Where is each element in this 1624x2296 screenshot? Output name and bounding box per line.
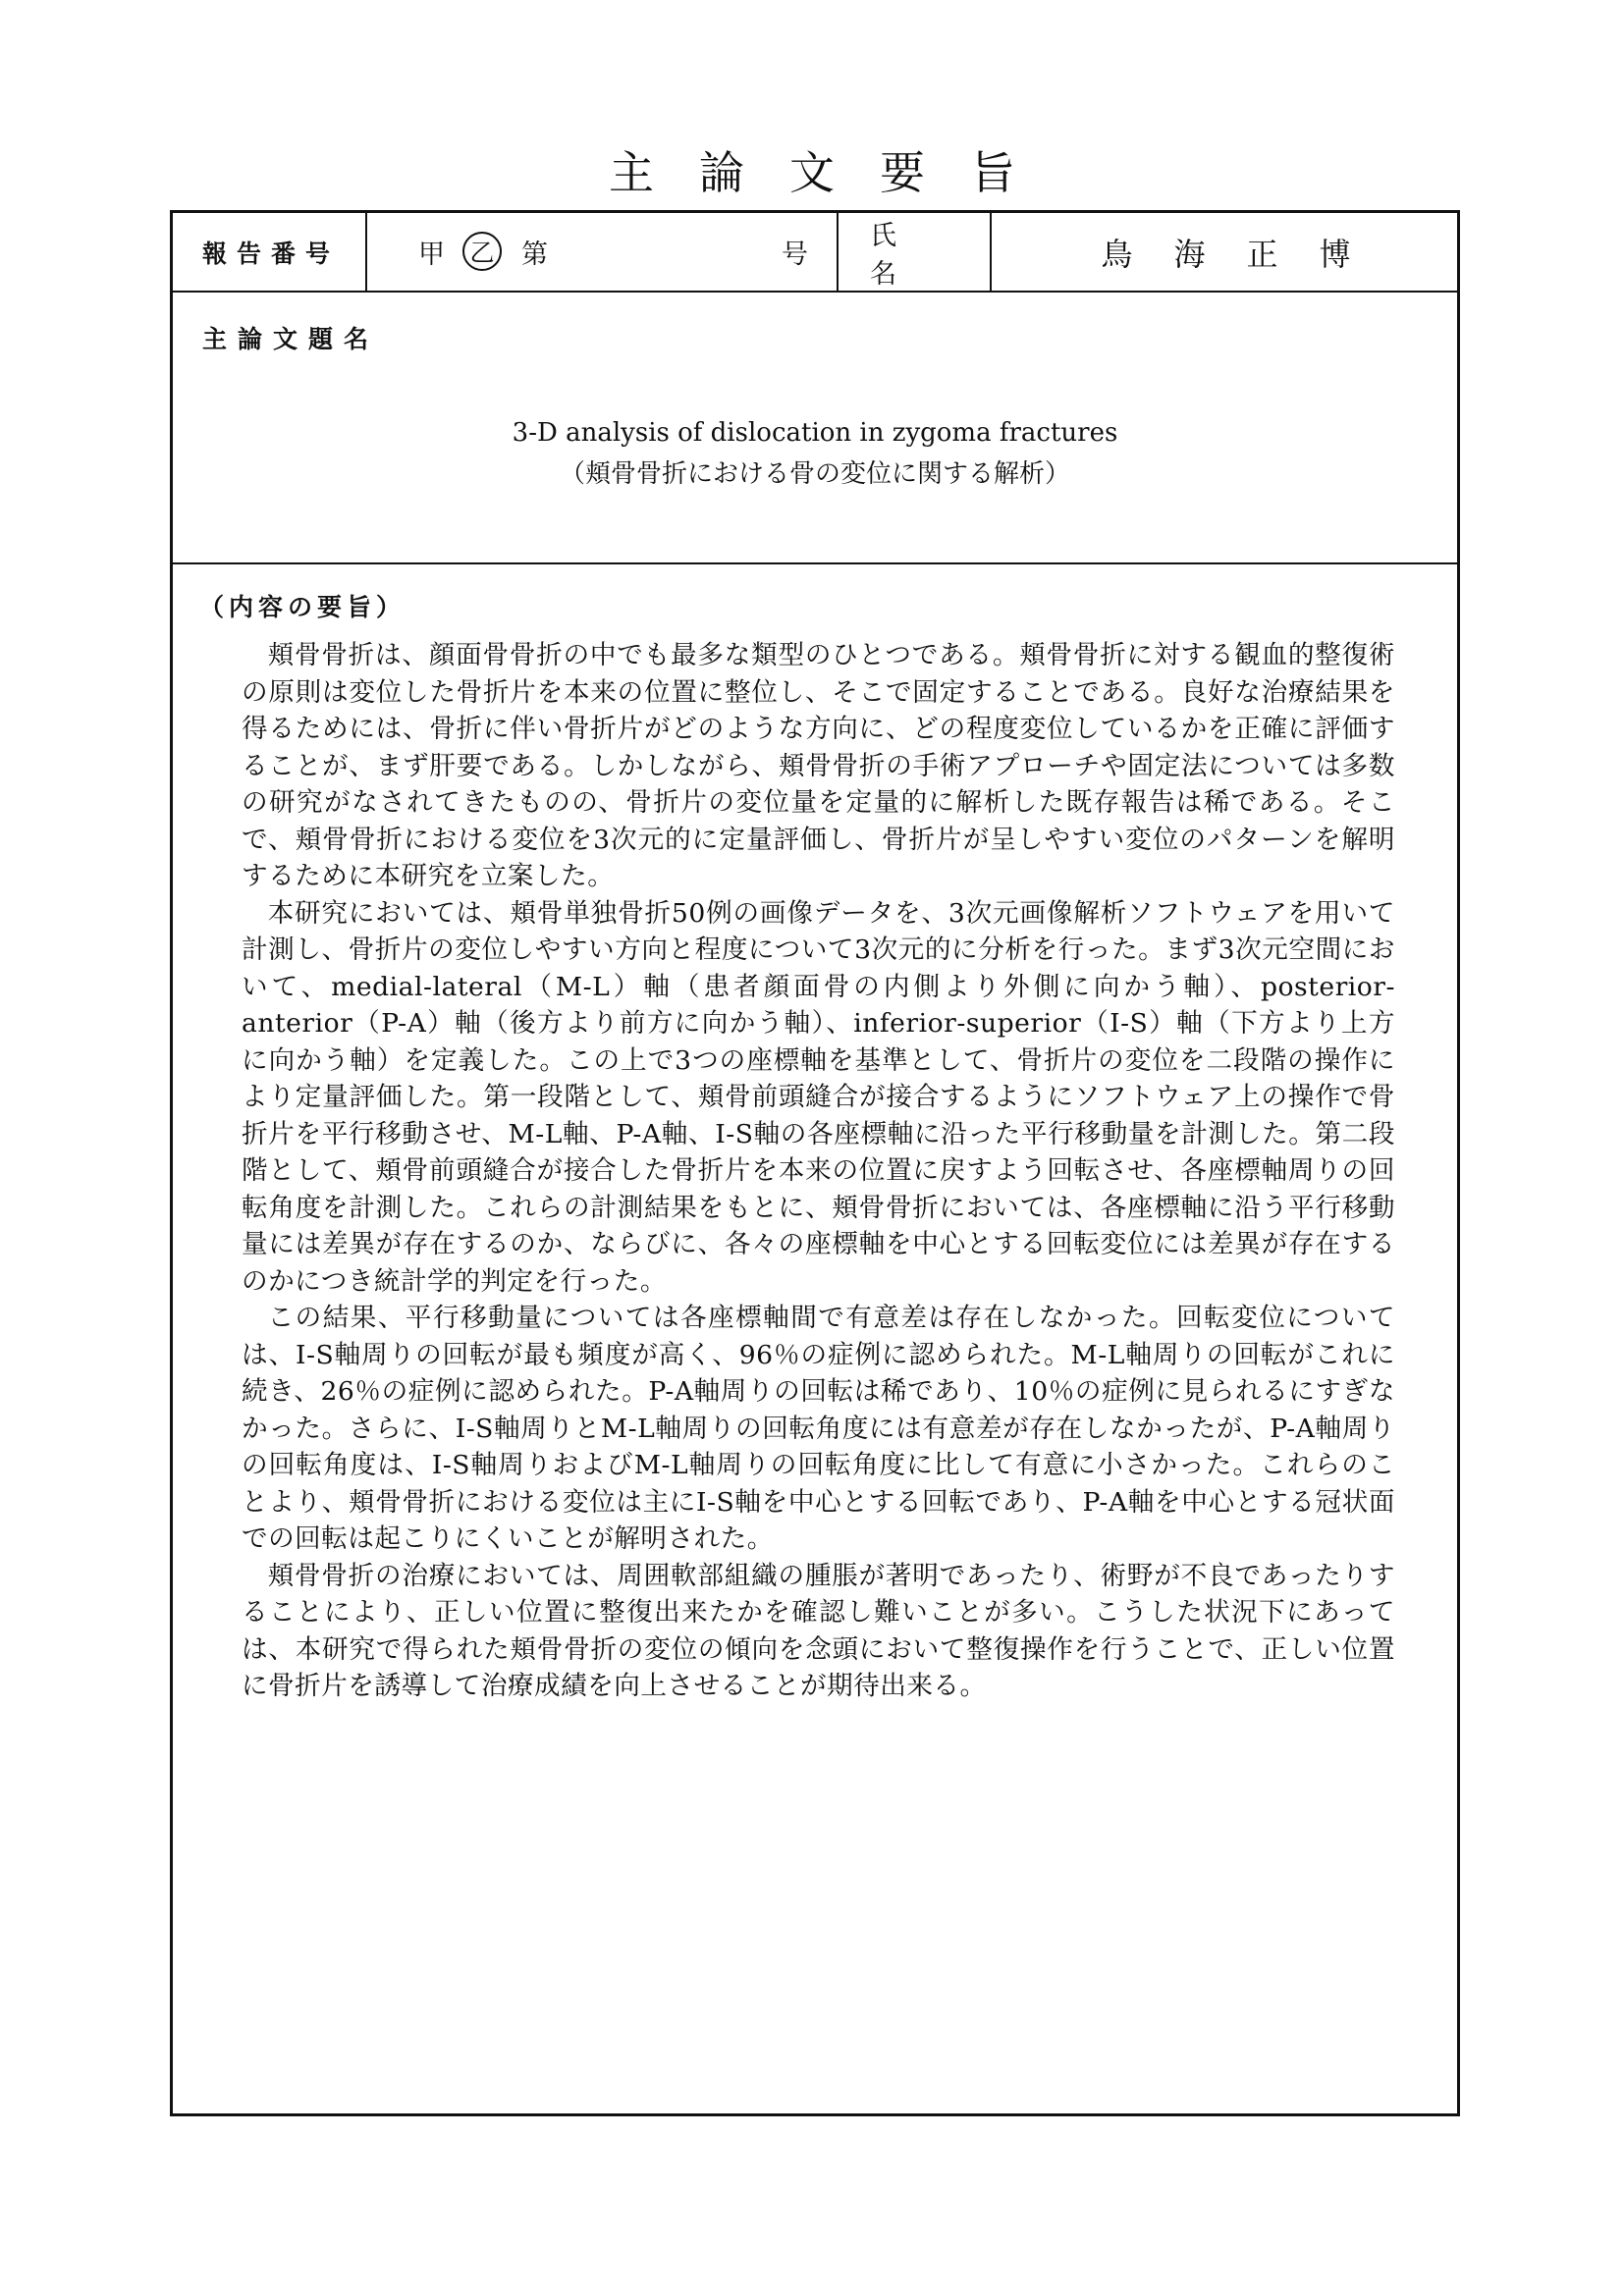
thesis-title-english: 3-D analysis of dislocation in zygoma fractures xyxy=(512,418,1118,448)
summary-paragraph: この結果、平行移動量については各座標軸間で有意差は存在しなかった。回転変位については、I-S軸周りの回転が最も頻度が高く、96％の症例に認められた。M-L軸周りの回転がこれに続き、26％の症例に認められた。P-A軸周りの回転は稀であり、10％の症例に見られるにすぎなかった。さらに、I-S軸周りとM-L軸周りの回転角度には有意差が存在しなかったが、P-A軸周りの回転角度は、I-S軸周りおよびM-L軸周りの回転角度に比して有意に小さかった。これらのことより、頬骨骨折における変位は主にI-S軸を中心とする回転であり、P-A軸を中心とする冠状面での回転は起こりにくいことが解明された。 xyxy=(242,1303,1395,1554)
summary-paragraph: 頬骨骨折は、顔面骨骨折の中でも最多な類型のひとつである。頬骨骨折に対する観血的整復術の原則は変位した骨折片を本来の位置に整位し、そこで固定することである。良好な治療結果を得るためには、骨折に伴い骨折片がどのような方向に、どの程度変位しているかを正確に評価することが、まず肝要である。しかしながら、頬骨骨折の手術アプローチや固定法については多数の研究がなされてきたものの、骨折片の変位量を定量的に解析した既存報告は稀である。そこで、頬骨骨折における変位を3次元的に定量評価し、骨折片が呈しやすい変位のパターンを解明するために本研究を立案した。 xyxy=(242,640,1395,891)
form-frame xyxy=(170,210,1460,2116)
report-row xyxy=(173,213,1457,293)
summary-paragraph: 頬骨骨折の治療においては、周囲軟部組織の腫脹が著明であったり、術野が不良であったりすることにより、正しい位置に整復出来たかを確認し難いことが多い。こうした状況下にあっては、本研究で得られた頬骨骨折の変位の傾向を念頭において整復操作を行うことで、正しい位置に骨折片を誘導して治療成績を向上させることが期待出来る。 xyxy=(242,1560,1395,1701)
dai-mark: 第 xyxy=(521,240,548,270)
name-label: 氏 名 xyxy=(870,220,1001,290)
author-name: 鳥海正博 xyxy=(1101,235,1392,273)
thesis-title-label: 主論文題名 xyxy=(202,325,380,353)
summary-paragraph: 本研究においては、頬骨単独骨折50例の画像データを、3次元画像解析ソフトウェアを用いて計測し、骨折片の変位しやすい方向と程度について3次元的に分析を行った。まず3次元空間において、medial-lateral（M-L）軸（患者顔面骨の内側より外側に向かう軸）、posterior-anterior（P-A）軸（後方より前方に向かう軸）、inferior-superior（I-S）軸（下方より上方に向かう軸）を定義した。この上で3つの座標軸を基準として、骨折片の変位を二段階の操作により定量評価した。第一段階として、頬骨前頭縫合が接合するようにソフトウェア上の操作で骨折片を平行移動させ、M-L軸、P-A軸、I-S軸の各座標軸に沿った平行移動量を計測した。第二段階として、頬骨前頭縫合が接合した骨折片を本来の位置に戻すよう回転させ、各座標軸周りの回転角度を計測した。これらの計測結果をもとに、頬骨骨折においては、各座標軸に沿う平行移動量には差異が存在するのか、ならびに、各々の座標軸を中心とする回転変位には差異が存在するのかにつき統計学的判定を行った。 xyxy=(242,897,1395,1297)
summary-label: （内容の要旨） xyxy=(199,593,406,621)
report-number-label: 報告番号 xyxy=(202,239,341,268)
thesis-title-section xyxy=(173,291,1457,564)
otsu-circled-mark: 乙 xyxy=(462,232,502,271)
divider xyxy=(990,213,992,291)
gou-mark: 号 xyxy=(782,240,808,270)
document-title: 主論文要旨 xyxy=(609,146,1060,199)
summary-body xyxy=(242,637,1395,1705)
kou-mark: 甲 xyxy=(418,240,445,270)
divider xyxy=(837,213,839,291)
divider xyxy=(365,213,367,291)
thesis-title-japanese: （頬骨骨折における骨の変位に関する解析） xyxy=(559,459,1070,489)
